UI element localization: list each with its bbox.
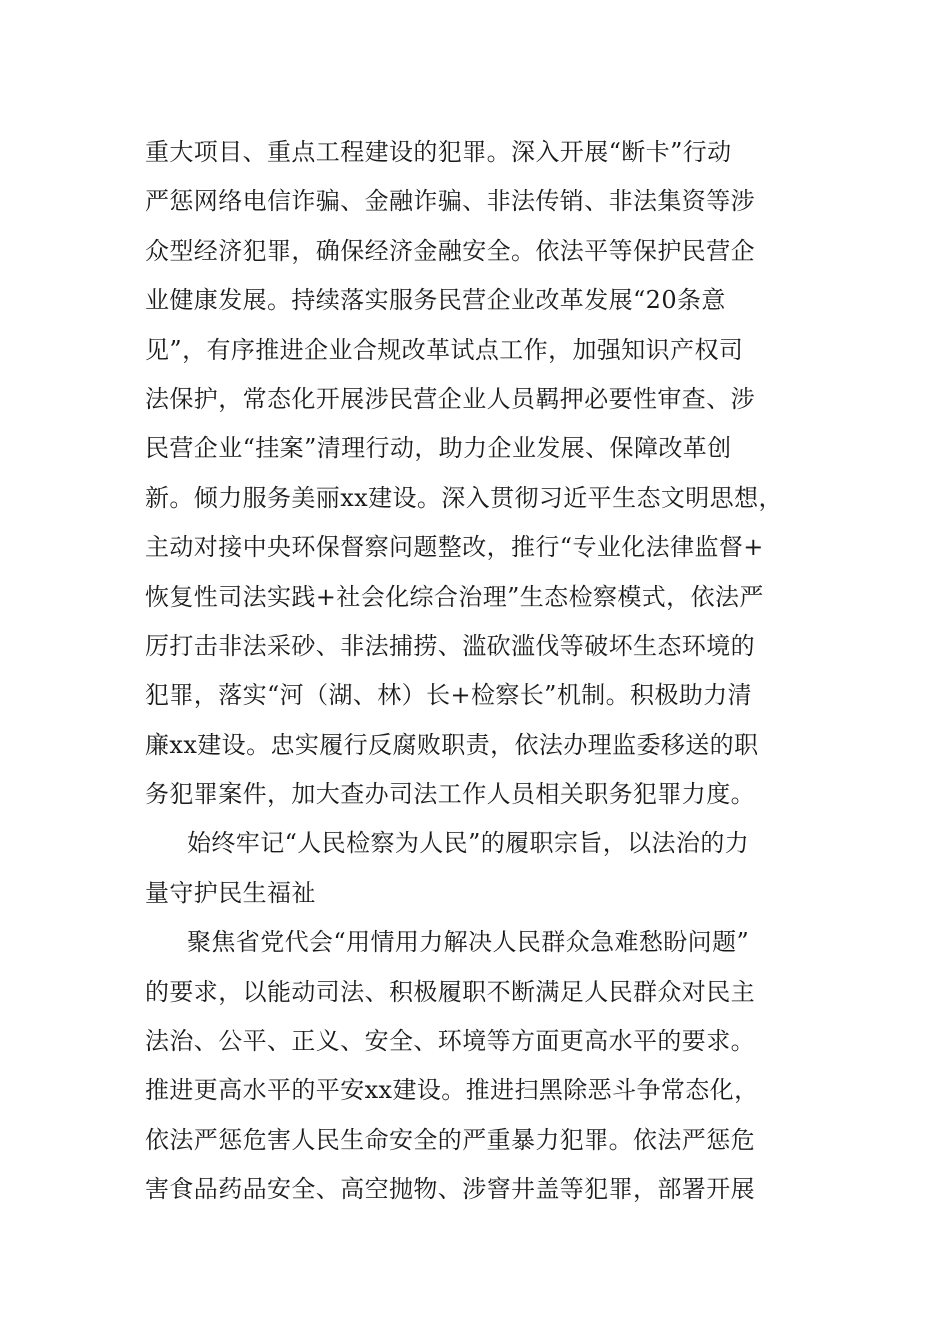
text-line: 厉打击非法采砂、非法捕捞、滥砍滥伐等破坏生态环境的 [145, 631, 755, 660]
text-line: 推进更高水平的平安xx建设。推进扫黑除恶斗争常态化， [145, 1076, 759, 1105]
document-body [145, 128, 825, 1215]
text-line: 业健康发展。持续落实服务民营企业改革发展“20条意 [145, 286, 726, 315]
text-line: 重大项目、重点工程建设的犯罪。深入开展“断卡”行动 [145, 138, 732, 166]
paragraph-first-line: 聚焦省党代会“用情用力解决人民群众急难愁盼问题” [187, 928, 750, 957]
text-line: 法保护，常态化开展涉民营企业人员羁押必要性审查、涉 [145, 384, 755, 413]
text-line: 的要求，以能动司法、积极履职不断满足人民群众对民主 [145, 977, 755, 1006]
text-line: 恢复性司法实践+社会化综合治理”生态检察模式，依法严 [145, 582, 764, 611]
text-line: 害食品药品安全、高空抛物、涉窨井盖等犯罪，部署开展 [145, 1175, 755, 1204]
text-line: 见”，有序推进企业合规改革试点工作，加强知识产权司 [145, 335, 744, 364]
section-heading-line: 量守护民生福祉 [145, 878, 316, 907]
text-line: 主动对接中央环保督察问题整改，推行“专业化法律监督+ [145, 533, 764, 562]
text-line: 廉xx建设。忠实履行反腐败职责，依法办理监委移送的职 [145, 730, 759, 759]
text-line: 依法严惩危害人民生命安全的严重暴力犯罪。依法严惩危 [145, 1125, 755, 1154]
text-line: 新。倾力服务美丽xx建设。深入贯彻习近平生态文明思想， [145, 483, 783, 512]
text-line: 民营企业“挂案”清理行动，助力企业发展、保障改革创 [145, 434, 732, 463]
text-line: 严惩网络电信诈骗、金融诈骗、非法传销、非法集资等涉 [145, 187, 755, 216]
text-line: 犯罪，落实“河（湖、林）长+检察长”机制。积极助力清 [145, 681, 753, 710]
text-line: 众型经济犯罪，确保经济金融安全。依法平等保护民营企 [145, 236, 755, 265]
text-line: 法治、公平、正义、安全、环境等方面更高水平的要求。 [145, 1027, 755, 1056]
text-line: 务犯罪案件，加大查办司法工作人员相关职务犯罪力度。 [145, 780, 755, 809]
section-heading-line: 始终牢记“人民检察为人民”的履职宗旨，以法治的力 [187, 829, 750, 858]
